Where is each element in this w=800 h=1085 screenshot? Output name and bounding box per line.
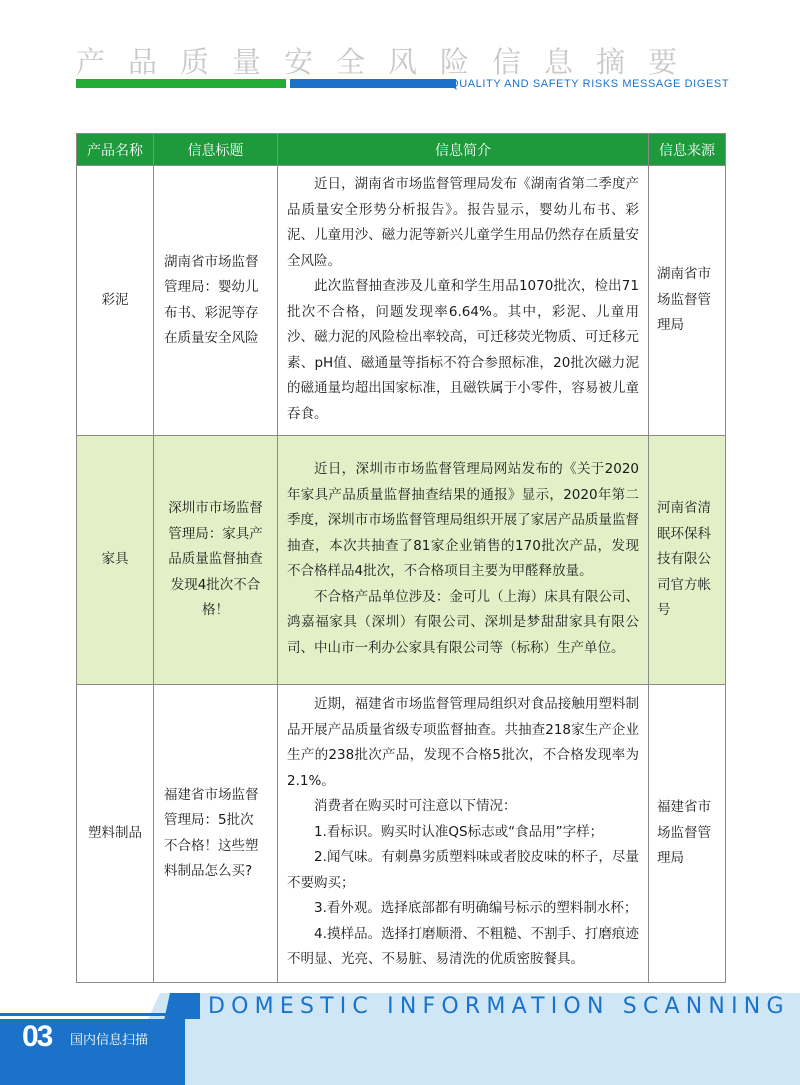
summary-paragraph: 4.摸样品。选择打磨顺滑、不粗糙、不割手、打磨痕迹不明显、光亮、不易脏、易清洗的优质密胺餐具。 xyxy=(287,925,639,968)
footer-section-title-en: DOMESTIC INFORMATION SCANNING xyxy=(208,994,790,1019)
summary-paragraph: 此次监督抽查涉及儿童和学生用品1070批次，检出71批次不合格，问题发现率6.64%。其中，彩泥、儿童用沙、磁力泥的风险检出率较高，可迁移荧光物质、可迁移元素、pH值、磁通量等指标不符合参照标准，20批次磁力泥的磁通量均超出国家标准，且磁铁属于小零件，容易被儿童吞食。 xyxy=(287,278,639,422)
col-header-title: 信息标题 xyxy=(154,134,278,166)
table-row xyxy=(77,166,726,436)
info-source: 河南省清眠环保科技有限公司官方帐号 xyxy=(649,436,726,685)
info-summary xyxy=(278,685,649,983)
info-summary xyxy=(278,166,649,436)
summary-paragraph: 消费者在购买时可注意以下情况： xyxy=(314,798,517,815)
summary-paragraph: 近期，福建省市场监督管理局组织对食品接触用塑料制品开展产品质量省级专项监督抽查。共抽查218家生产企业生产的238批次产品，发现不合格5批次，不合格发现率为2.1%。 xyxy=(287,696,639,789)
digest-title-cn: 产品质量安全风险信息摘要 xyxy=(76,45,701,79)
digest-title-en: PRODUCT QUALITY AND SAFETY RISKS MESSAGE DIGEST xyxy=(388,78,730,90)
summary-paragraph: 不合格产品单位涉及：金可儿（上海）床具有限公司、鸿嘉福家具（深圳）有限公司、深圳是梦甜甜家具有限公司、中山市一利办公家具有限公司等（标称）生产单位。 xyxy=(287,588,639,656)
info-source: 福建省市场监督管理局 xyxy=(649,685,726,983)
product-name: 家具 xyxy=(77,436,154,685)
col-header-summary: 信息简介 xyxy=(278,134,649,166)
col-header-product: 产品名称 xyxy=(77,134,154,166)
product-name: 彩泥 xyxy=(77,166,154,436)
risk-info-table xyxy=(76,133,726,983)
header-bar-green xyxy=(76,79,286,88)
page-number: 03 xyxy=(22,1020,52,1053)
summary-paragraph: 2.闻气味。有刺鼻劣质塑料味或者胶皮味的杯子，尽量不要购买； xyxy=(287,849,639,891)
info-title: 湖南省市场监督管理局：婴幼儿布书、彩泥等存在质量安全风险 xyxy=(154,166,278,436)
col-header-source: 信息来源 xyxy=(649,134,726,166)
footer-section-title-cn: 国内信息扫描 xyxy=(70,1033,149,1048)
table-row xyxy=(77,685,726,983)
table-row xyxy=(77,436,726,685)
product-name: 塑料制品 xyxy=(77,685,154,983)
table-header-row xyxy=(77,134,726,166)
summary-paragraph: 3.看外观。选择底部都有明确编号标示的塑料制水杯； xyxy=(314,900,638,917)
info-title: 福建省市场监督管理局：5批次不合格！这些塑料制品怎么买? xyxy=(154,685,278,983)
footer-blue-stripe xyxy=(0,1013,200,1016)
summary-paragraph: 1.看标识。购买时认准QS标志或“食品用”字样； xyxy=(314,823,604,840)
info-title: 深圳市市场监督管理局：家具产品质量监督抽查发现4批次不合格！ xyxy=(154,436,278,685)
summary-paragraph: 近日，湖南省市场监督管理局发布《湖南省第二季度产品质量安全形势分析报告》。报告显示，婴幼儿布书、彩泥、儿童用沙、磁力泥等新兴儿童学生用品仍然存在质量安全风险。 xyxy=(287,176,639,269)
info-summary xyxy=(278,436,649,685)
info-source: 湖南省市场监督管理局 xyxy=(649,166,726,436)
summary-paragraph: 近日，深圳市市场监督管理局网站发布的《关于2020年家具产品质量监督抽查结果的通报》显示，2020年第二季度，深圳市市场监督管理局组织开展了家居产品质量监督抽查，本次共抽查了81家企业销售的170批次产品，发现不合格样品4批次，不合格项目主要为甲醛释放量。 xyxy=(287,461,639,579)
